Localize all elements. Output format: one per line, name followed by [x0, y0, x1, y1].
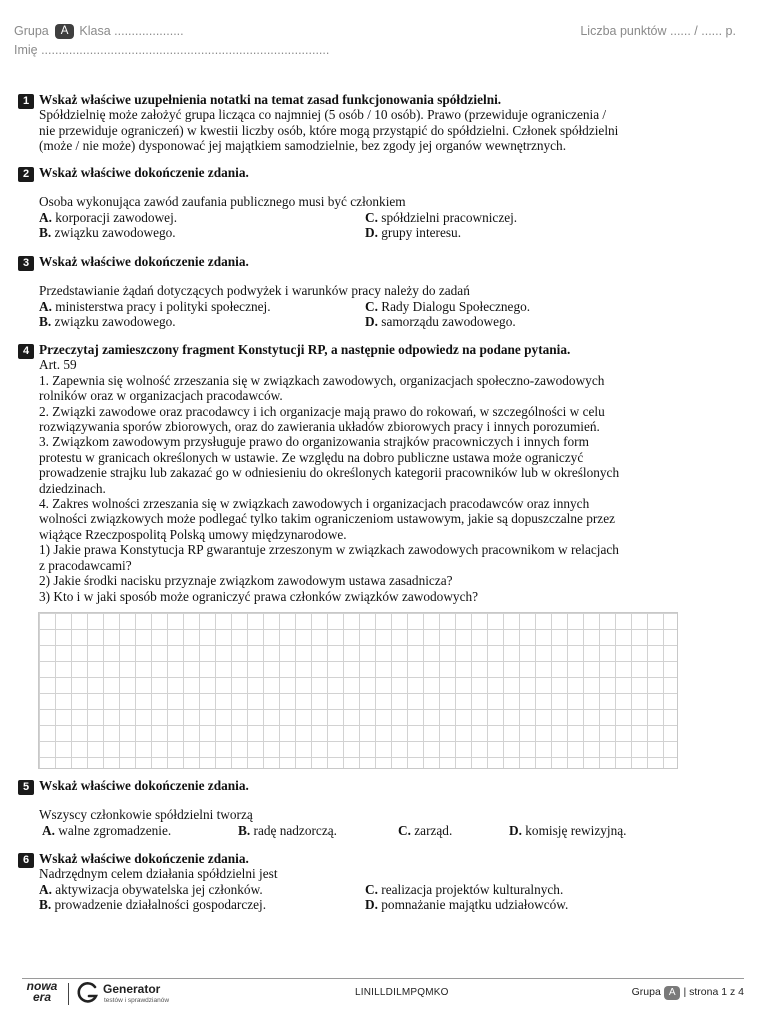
answer-option[interactable]: C. Rady Dialogu Społecznego.: [365, 298, 531, 314]
class-field[interactable]: Klasa ....................: [79, 24, 184, 38]
task-question: Wskaż właściwe dokończenie zdania.: [39, 254, 249, 269]
task-number: 5: [18, 780, 34, 795]
task-5: [18, 778, 686, 838]
task-text-line: rolników oraz w organizacjach pracodawców.: [39, 388, 283, 404]
sub-question: 3) Kto i w jaki sposób może ograniczyć prawa członków związków zawodowych?: [39, 588, 479, 604]
task-6: [18, 851, 686, 913]
answer-grid[interactable]: [38, 612, 678, 769]
answer-option[interactable]: B. radę nadzorczą.: [238, 822, 337, 838]
task-text-line: rozwiązywania sporów zbiorowych, oraz do zawierania układów zbiorowych pracy i innych porozumień.: [39, 419, 600, 435]
group-badge: A: [55, 24, 75, 39]
task-question: Wskaż właściwe dokończenie zdania.: [39, 165, 249, 180]
footer-group-label: Grupa: [631, 986, 661, 998]
header-name-row: [14, 43, 329, 57]
task-number: 6: [18, 853, 34, 868]
task-stem: Nadrzędnym celem działania spółdzielni jest: [39, 866, 278, 882]
task-3: [18, 254, 686, 330]
sub-question: 2) Jakie środki nacisku przyznaje związkom zawodowym ustawa zasadnicza?: [39, 573, 453, 589]
task-text-line: protestu w granicach określonych w ustawie. Ze względu na dobro publiczne ustawa może ograniczyć: [39, 449, 584, 465]
task-text-line: 4. Zakres wolności zrzeszania się w związkach zawodowych i organizacjach pracodawców oraz innych: [39, 496, 590, 512]
nowa-era-logo: nowa era: [26, 979, 58, 1004]
task-number: 3: [18, 256, 34, 271]
generator-title: Generator: [103, 982, 161, 996]
generator-subtitle: testów i sprawdzianów: [104, 997, 170, 1004]
answer-option[interactable]: A. aktywizacja obywatelska jej członków.: [39, 881, 263, 897]
task-number: 2: [18, 167, 34, 182]
answer-option[interactable]: C. realizacja projektów kulturalnych.: [365, 881, 564, 897]
task-stem: Wszyscy członkowie spółdzielni tworzą: [39, 807, 253, 823]
header-group-row: [14, 24, 184, 39]
page-number: | strona 1 z 4: [683, 986, 744, 998]
sub-question: z pracodawcami?: [39, 557, 132, 573]
article-heading: Art. 59: [39, 357, 77, 373]
generator-g-icon: [77, 981, 99, 1010]
task-question: Przeczytaj zamieszczony fragment Konstytucji RP, a następnie odpowiedz na podane pytania.: [39, 342, 571, 357]
answer-option[interactable]: B. związku zawodowego.: [39, 225, 176, 241]
answer-option[interactable]: D. komisję rewizyjną.: [509, 822, 627, 838]
points-field[interactable]: Liczba punktów ...... / ...... p.: [580, 24, 736, 38]
task-text-line: nie przewiduje ograniczeń) w kwestii liczby osób, które mogą przystąpić do spółdzielni. Członek spółdzielni: [39, 122, 619, 138]
answer-option[interactable]: D. samorządu zawodowego.: [365, 314, 516, 330]
logo-divider: [68, 983, 69, 1005]
answer-option[interactable]: C. spółdzielni pracowniczej.: [365, 209, 518, 225]
task-text-line: prowadzenie strajku lub zakazać go w odniesieniu do określonych kategorii pracowników lub w określonych: [39, 465, 620, 481]
task-stem: Przedstawianie żądań dotyczących podwyżek i warunków pracy należy do zadań: [39, 283, 470, 299]
answer-option[interactable]: C. zarząd.: [398, 822, 453, 838]
task-question: Wskaż właściwe uzupełnienia notatki na temat zasad funkcjonowania spółdzielni.: [39, 92, 502, 107]
task-text-line: (może / nie może) dysponować jej majątkiem samodzielnie, bez zgody jej organów wewnętrznych.: [39, 138, 567, 154]
task-number: 1: [18, 94, 34, 109]
answer-option[interactable]: A. walne zgromadzenie.: [42, 822, 172, 838]
footer-group-badge: A: [664, 986, 681, 1000]
task-number: 4: [18, 344, 34, 359]
footer-divider: [22, 978, 744, 979]
answer-option[interactable]: D. pomnażanie majątku udziałowców.: [365, 897, 569, 913]
task-2: [18, 165, 686, 241]
test-code: LINILLDILMPQMKO: [355, 987, 449, 998]
task-text-line: wolności związkowych może podlegać tylko takim ograniczeniom ustawowym, jakie są dopuszczalne przez: [39, 511, 615, 527]
task-text-line: wiążące Rzeczpospolitą Polską umowy międzynarodowe.: [39, 526, 347, 542]
name-field[interactable]: Imię ...................................................................................: [14, 43, 330, 57]
page-indicator: [632, 986, 744, 1000]
task-text-line: Spółdzielnię może założyć grupa licząca co najmniej (5 osób / 10 osób). Prawo (przewiduje ograniczenia /: [39, 107, 607, 123]
task-text-line: 2. Związki zawodowe oraz pracodawcy i ich organizacje mają prawo do rokowań, w szczególności w celu: [39, 403, 605, 419]
answer-option[interactable]: B. związku zawodowego.: [39, 314, 176, 330]
task-question: Wskaż właściwe dokończenie zdania.: [39, 851, 249, 866]
task-text-line: dziedzinach.: [39, 480, 106, 496]
answer-option[interactable]: A. ministerstwa pracy i polityki społecznej.: [39, 298, 271, 314]
group-label: Grupa: [14, 24, 49, 38]
task-text-line: 1. Zapewnia się wolność zrzeszania się w związkach zawodowych, organizacjach społeczno-zawodowych: [39, 372, 605, 388]
task-4: [18, 342, 686, 604]
answer-option[interactable]: A. korporacji zawodowej.: [39, 209, 178, 225]
task-1: [18, 92, 686, 154]
task-stem: Osoba wykonująca zawód zaufania publicznego musi być członkiem: [39, 194, 406, 210]
answer-option[interactable]: D. grupy interesu.: [365, 225, 462, 241]
answer-option[interactable]: B. prowadzenie działalności gospodarczej.: [39, 897, 267, 913]
task-question: Wskaż właściwe dokończenie zdania.: [39, 778, 249, 793]
task-text-line: 3. Związkom zawodowym przysługuje prawo do organizowania strajków pracowniczych i innych form: [39, 434, 589, 450]
sub-question: 1) Jakie prawa Konstytucja RP gwarantuje zrzeszonym w związkach zawodowych pracownikom w relacjach: [39, 542, 619, 558]
